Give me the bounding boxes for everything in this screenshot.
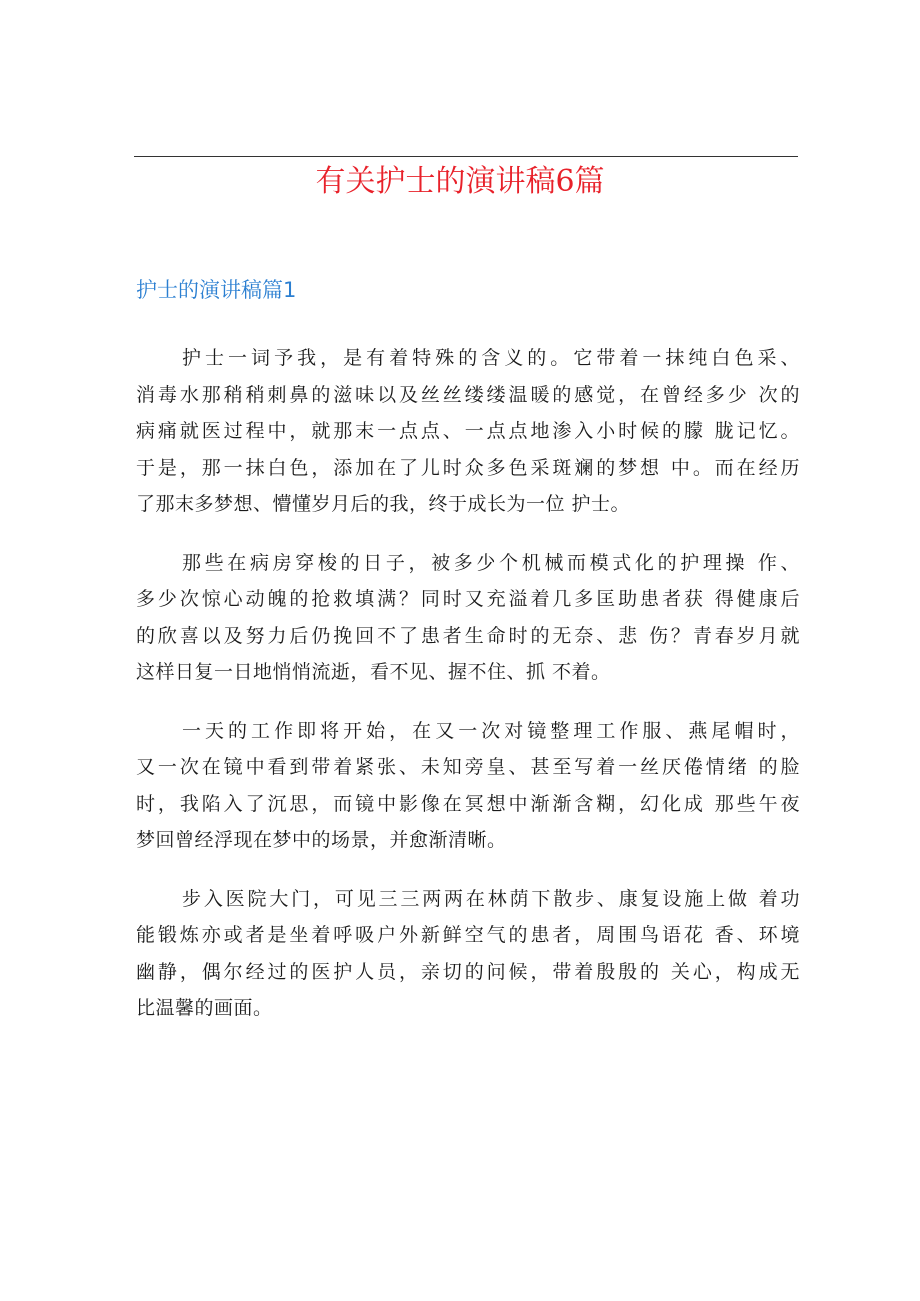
paragraph-line: 又一次在镜中看到带着紧张、未知旁皇、甚至写着一丝厌倦情绪 的脸 (136, 756, 800, 778)
paragraph-line: 于是，那一抹白色，添加在了儿时众多色采斑斓的梦想 中。而在经历 (136, 456, 800, 479)
paragraph-line: 多少次惊心动魄的抢救填满？同时又充溢着几多匡助患者获 得健康后 (136, 588, 800, 610)
paragraph-line: 病痛就医过程中，就那末一点点、一点点地渗入小时候的朦 胧记忆。 (136, 420, 800, 442)
paragraph-line: 消毒水那稍稍刺鼻的滋味以及丝丝缕缕温暖的感觉，在曾经多少 次的 (136, 383, 800, 406)
paragraph-line: 了那末多梦想、懵懂岁月后的我，终于成长为一位 护士。 (136, 493, 631, 515)
paragraph-line: 护士一词予我，是有着特殊的含义的。它带着一抹纯白色采、 (182, 347, 800, 369)
paragraph-line: 这样日复一日地悄悄流逝，看不见、握不住、抓 不着。 (136, 661, 611, 683)
paragraph-line: 梦回曾经浮现在梦中的场景，并愈渐清晰。 (136, 829, 507, 851)
paragraph-line: 的欣喜以及努力后仍挽回不了患者生命时的无奈、悲 伤？青春岁月就 (136, 624, 800, 647)
paragraph-3 (136, 713, 800, 859)
paragraph-line: 能锻炼亦或者是坐着呼吸户外新鲜空气的患者，周围鸟语花 香、环境 (136, 924, 800, 946)
header-rule (134, 156, 798, 157)
paragraph-line: 比温馨的画面。 (136, 997, 273, 1019)
paragraph-1 (136, 340, 800, 523)
document-title: 有关护士的演讲稿6篇 (315, 164, 605, 199)
paragraph-line: 那些在病房穿梭的日子，被多少个机械而模式化的护理操 作、 (182, 551, 800, 574)
paragraph-line: 时，我陷入了沉思，而镜中影像在冥想中渐渐含糊，幻化成 那些午夜 (136, 792, 800, 815)
paragraph-line: 一天的工作即将开始，在又一次对镜整理工作服、燕尾帽时， (182, 719, 800, 742)
paragraph-4 (136, 881, 800, 1027)
body-text (136, 340, 800, 1049)
paragraph-line: 幽静，偶尔经过的医护人员，亲切的问候，带着殷殷的 关心，构成无 (136, 960, 800, 983)
paragraph-2 (136, 545, 800, 691)
paragraph-line: 步入医院大门，可见三三两两在林荫下散步、康复设施上做 着功 (182, 887, 800, 910)
section-heading: 护士的演讲稿篇1 (136, 278, 297, 302)
